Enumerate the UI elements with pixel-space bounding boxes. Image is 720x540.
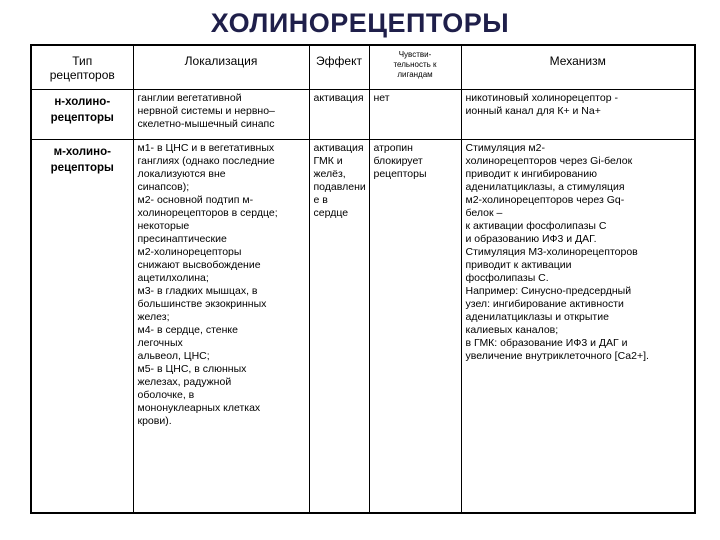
header-row: [31, 45, 695, 89]
table-row: [31, 139, 695, 513]
header-type: Тип рецепторов: [31, 45, 133, 89]
header-effect: Эффект: [309, 45, 369, 89]
page-title: ХОЛИНОРЕЦЕПТОРЫ: [210, 8, 510, 38]
effect-cell: активация ГМК и желёз, подавлени е в сердце: [309, 139, 369, 513]
sensitivity-cell: нет: [369, 89, 461, 139]
receptor-type-cell: м-холино- рецепторы: [31, 139, 133, 513]
sensitivity-cell: атропин блокирует рецепторы: [369, 139, 461, 513]
receptor-table: [30, 44, 696, 514]
location-cell: ганглии вегетативной нервной системы и нервно– скелетно-мышечный синапс: [133, 89, 309, 139]
header-mechanism: Механизм: [461, 45, 695, 89]
mechanism-cell: никотиновый холинорецептор - ионный канал для К+ и Na+: [461, 89, 695, 139]
effect-cell: активация: [309, 89, 369, 139]
table-row: [31, 89, 695, 139]
mechanism-cell: Стимуляция м2- холинорецепторов через Gi-белок приводит к ингибированию аденилатциклазы, а стимуляция м2-холинорецепторов через Gq- белок – к активации фосфолипазы С и образованию ИФ3 и ДАГ. Стимуляция М3-холинорецепторов приводит к активации фосфолипазы С. Например: Синусно-предсердный узел: ингибирование активности аденилатциклазы и открытие калиевых каналов; в ГМК: образование ИФ3 и ДАГ и увеличение внутриклеточного [Са2+].: [461, 139, 695, 513]
header-sensitivity: Чувстви- тельность к лигандам: [369, 45, 461, 89]
receptor-type-cell: н-холино- рецепторы: [31, 89, 133, 139]
location-cell: м1- в ЦНС и в вегетативных ганглиях (однако последние локализуются вне синапсов); м2- основной подтип м- холинорецепторов в сердце; некоторые пресинаптические м2-холинорецепторы снижают высвобождение ацетилхолина; м3- в гладких мышцах, в большинстве экзокринных желез; м4- в сердце, стенке легочных альвеол, ЦНС; м5- в ЦНС, в слюнных железах, радужной оболочке, в мононуклеарных клетках крови).: [133, 139, 309, 513]
header-location: Локализация: [133, 45, 309, 89]
